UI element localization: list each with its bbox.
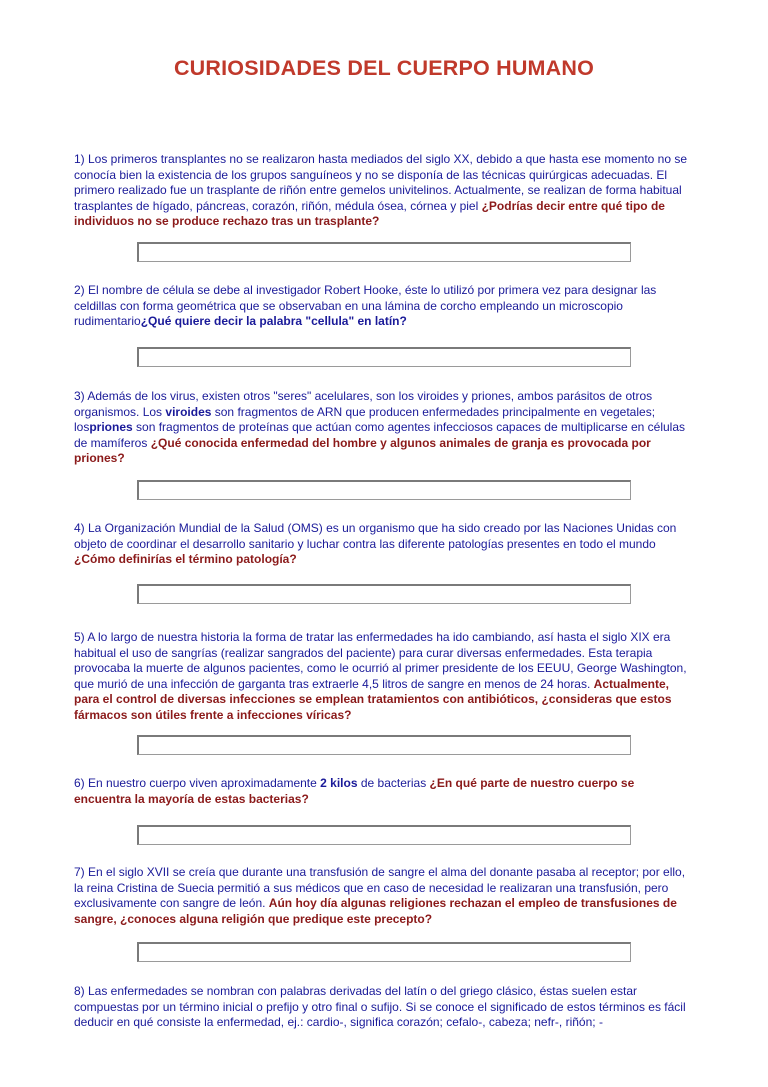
question-2-text: 2) El nombre de célula se debe al investigador Robert Hooke, éste lo utilizó por primera vez para designar las celdillas con forma geométrica que se observaban en una lámina de corcho empleando un microscopio rudimentario bbox=[74, 283, 657, 328]
question-3-text-a: 3) Además de los virus, existen otros "seres" acelulares, son los viroides y priones, ambos parásitos de otros organismos. Los bbox=[74, 389, 653, 419]
answer-4-input[interactable] bbox=[139, 588, 630, 605]
question-6-text-a: 6) En nuestro cuerpo viven aproximadamente bbox=[74, 776, 321, 790]
answer-3-field[interactable] bbox=[137, 480, 631, 500]
question-4 bbox=[74, 521, 694, 568]
question-4-prompt: ¿Cómo definirías el término patología? bbox=[74, 552, 297, 566]
page-title: CURIOSIDADES DEL CUERPO HUMANO bbox=[173, 56, 595, 80]
question-1-prompt: ¿Podrías decir entre qué tipo de individuos no se produce rechazo tras un trasplante? bbox=[74, 198, 665, 228]
question-3 bbox=[74, 389, 694, 467]
question-4-text: 4) La Organización Mundial de la Salud (OMS) es un organismo que ha sido creado por las Naciones Unidas con objeto de coordinar el desarrollo sanitario y luchar contra las diferente patologías presentes en todo el mundo bbox=[74, 521, 677, 551]
question-3-text-b: son fragmentos de ARN que producen enfermedades principalmente en vegetales; los bbox=[74, 404, 656, 434]
question-8-text: 8) Las enfermedades se nombran con palabras derivadas del latín o del griego clásico, éstas suelen estar compuestas por un término inicial o prefijo y otro final o sufijo. Si se conoce el significado de estos términos es fácil deducir en qué consiste la enfermedad, ej.: cardio-, significa corazón; cefalo-, cabeza; nefr-, riñón; - bbox=[74, 984, 686, 1029]
question-7 bbox=[74, 865, 694, 927]
answer-2-input[interactable] bbox=[139, 351, 630, 368]
answer-2-field[interactable] bbox=[137, 347, 631, 367]
question-2 bbox=[74, 283, 694, 330]
question-5 bbox=[74, 630, 694, 723]
question-3-text-c: son fragmentos de proteínas que actúan como agentes infecciosos capaces de multiplicarse en células de mamíferos bbox=[74, 420, 686, 450]
answer-7-input[interactable] bbox=[139, 946, 630, 963]
answer-3-input[interactable] bbox=[139, 484, 630, 501]
question-6-prompt: ¿En qué parte de nuestro cuerpo se encuentra la mayoría de estas bacterias? bbox=[74, 776, 635, 806]
answer-7-field[interactable] bbox=[137, 942, 631, 962]
question-3-bold-a: viroides bbox=[165, 404, 212, 419]
question-5-text: 5) A lo largo de nuestra historia la forma de tratar las enfermedades ha ido cambiando, así hasta el siglo XIX era habitual el uso de sangrías (realizar sangrados del paciente) para curar diversas enfermedades. Esta terapia provocaba la muerte de algunos pacientes, como le ocurrió al primer presidente de los EEUU, George Washington, que murió de una infección de garganta tras extraerle 4,5 litros de sangre en menos de 24 horas. bbox=[74, 630, 687, 691]
question-6-text-b: de bacterias bbox=[357, 776, 430, 790]
question-5-prompt: Actualmente, para el control de diversas infecciones se emplean tratamientos con antibióticos, ¿consideras que estos fármacos son útiles frente a infecciones víricas? bbox=[74, 676, 672, 722]
question-1-text: 1) Los primeros transplantes no se realizaron hasta mediados del siglo XX, debido a que hasta ese momento no se conocía bien la existencia de los grupos sanguíneos y no se disponía de las técnicas quirúrgicas adecuadas. El primero realizado fue un trasplante de riñón entre gemelos univitelinos. Actualmente, se realizan de forma habitual trasplantes de hígado, páncreas, corazón, riñón, médula ósea, córnea y piel bbox=[74, 152, 688, 213]
question-6 bbox=[74, 776, 694, 807]
answer-1-input[interactable] bbox=[139, 246, 630, 263]
answer-6-input[interactable] bbox=[139, 829, 630, 846]
question-6-bold: 2 kilos bbox=[320, 776, 358, 790]
answer-5-field[interactable] bbox=[137, 735, 631, 755]
answer-1-field[interactable] bbox=[137, 242, 631, 262]
question-7-text: 7) En el siglo XVII se creía que durante una transfusión de sangre el alma del donante pasaba al receptor; por ello, la reina Cristina de Suecia permitió a sus médicos que en caso de necesidad le realizaran una transfusión, pero exclusivamente con sangre de león. bbox=[74, 865, 686, 910]
answer-4-field[interactable] bbox=[137, 584, 631, 604]
question-8 bbox=[74, 984, 694, 1031]
answer-5-input[interactable] bbox=[139, 739, 630, 756]
question-3-bold-b: priones bbox=[89, 420, 133, 434]
question-3-prompt: ¿Qué conocida enfermedad del hombre y algunos animales de granja es provocada por priones? bbox=[74, 435, 651, 465]
answer-6-field[interactable] bbox=[137, 825, 631, 845]
question-2-prompt: ¿Qué quiere decir la palabra "cellula" en latín? bbox=[140, 314, 407, 328]
question-7-prompt: Aún hoy día algunas religiones rechazan el empleo de transfusiones de sangre, ¿conoces alguna religión que predique este precepto? bbox=[74, 896, 677, 926]
question-1 bbox=[74, 152, 694, 230]
